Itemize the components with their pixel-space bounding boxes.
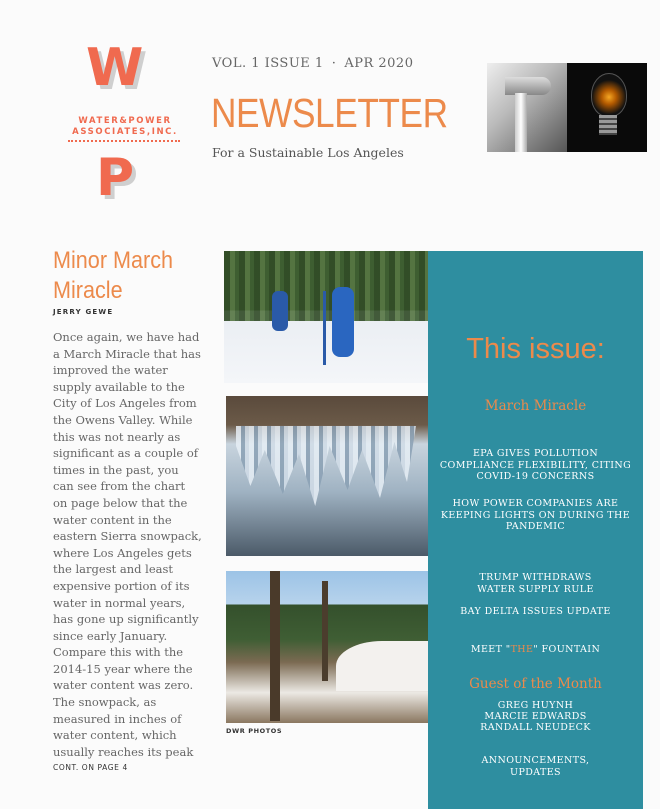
guest-name: MARCIE EDWARDS	[484, 711, 587, 722]
issue-volume: VOL. 1 ISSUE 1	[212, 56, 324, 71]
light-bulb-image	[567, 63, 647, 152]
guest-name: RANDALL NEUDECK	[480, 722, 591, 733]
melting-snow-field-photo	[226, 571, 428, 723]
article-continued-link[interactable]: CONT. ON PAGE 4	[53, 763, 128, 772]
logo-letter-p: P	[96, 148, 135, 208]
fountain-prefix: MEET "	[470, 644, 511, 655]
newsletter-title: NEWSLETTER	[211, 90, 448, 136]
logo-divider	[68, 140, 180, 142]
snow-survey-photo	[224, 251, 428, 383]
article-author: JERRY GEWE	[53, 308, 114, 316]
sidebar-item-power-companies[interactable]: HOW POWER COMPANIES ARE KEEPING LIGHTS ON DURING THE PANDEMIC	[440, 498, 631, 532]
faucet-image	[487, 63, 567, 152]
article-title: Minor March Miracle	[53, 247, 174, 304]
sidebar-feature-link[interactable]: March Miracle	[484, 398, 587, 414]
header-photo	[487, 63, 647, 152]
article-body: Once again, we have had a March Miracle that has improved the water supply available to the City of Los Angeles from the Owens Valley. While this was not nearly as significant as a couple of times in the past, you can see from the chart on page below that the water content in the eastern Sierra snowpack, where Los Angeles gets the largest and least expensive portion of its water in normal years, has gone up significantly since early January. Compare this with the 2014-15 year where the water content was zero. The snowpack, as measured in inches of water content, which usually reaches its peak	[53, 330, 202, 759]
fountain-suffix: " FOUNTAIN	[533, 644, 601, 655]
sidebar-item-epa[interactable]: EPA GIVES POLLUTION COMPLIANCE FLEXIBILITY, CITING COVID-19 CONCERNS	[439, 448, 632, 482]
photo-credit: DWR PHOTOS	[226, 727, 283, 735]
issue-sidebar	[428, 251, 643, 809]
logo-company-name: WATER&POWER ASSOCIATES,INC.	[72, 116, 178, 137]
tagline: For a Sustainable Los Angeles	[212, 145, 404, 160]
sidebar-heading: This issue:	[466, 333, 605, 365]
sidebar-item-announcements[interactable]: ANNOUNCEMENTS, UPDATES	[481, 755, 590, 778]
guest-of-month-heading: Guest of the Month	[469, 676, 602, 692]
sidebar-item-water-rule[interactable]: TRUMP WITHDRAWS WATER SUPPLY RULE	[477, 572, 594, 595]
issue-date: APR 2020	[344, 56, 414, 71]
issue-line	[212, 56, 413, 71]
sidebar-item-bay-delta[interactable]: BAY DELTA ISSUES UPDATE	[460, 606, 611, 617]
logo-letter-w: W	[86, 38, 144, 98]
guest-name: GREG HUYNH	[497, 700, 574, 711]
icicles-photo	[226, 396, 428, 556]
fountain-highlight: THE	[510, 644, 534, 655]
issue-separator: ·	[331, 56, 337, 71]
sidebar-item-fountain[interactable]	[436, 644, 635, 656]
